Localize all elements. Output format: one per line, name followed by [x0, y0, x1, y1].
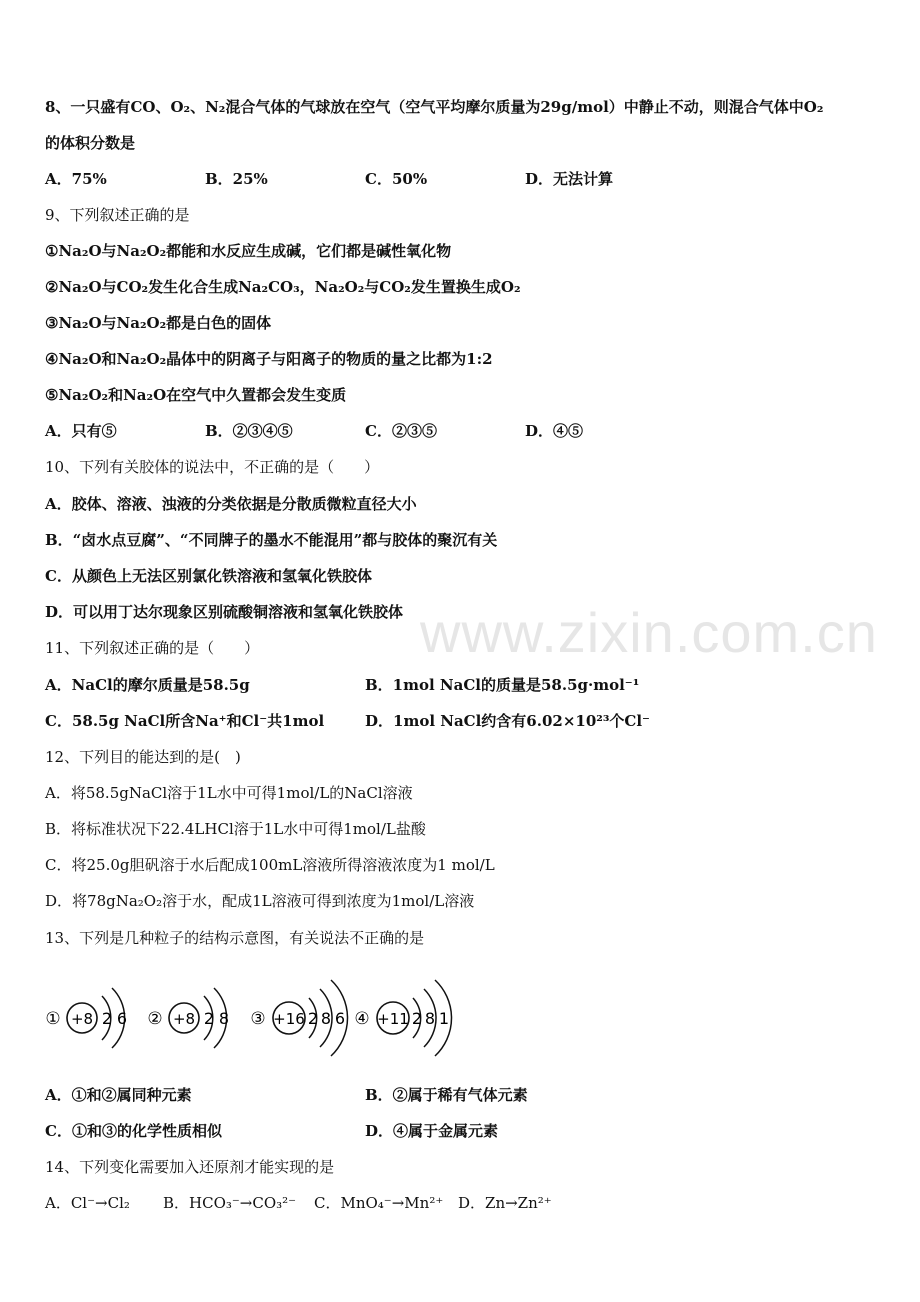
q9-statement-4: ④Na₂O和Na₂O₂晶体中的阴离子与阳离子的物质的量之比都为1:2: [45, 350, 493, 368]
atom-3-nucleus: +16: [273, 1010, 305, 1028]
q9-statement-3: ③Na₂O与Na₂O₂都是白色的固体: [45, 314, 272, 332]
atom-diagram-3: [249, 972, 353, 1064]
q14-stem: 14、下列变化需要加入还原剂才能实现的是: [45, 1158, 335, 1176]
atom-4-shell-1: 2: [411, 1009, 423, 1028]
q9-option-d: D．④⑤: [525, 422, 584, 440]
q9-option-b: B．②③④⑤: [205, 422, 293, 440]
q13-option-b: B．②属于稀有气体元素: [365, 1086, 528, 1104]
atom-2-shell-1: 2: [203, 1009, 215, 1028]
q14-option-d: D．Zn→Zn²⁺: [458, 1194, 552, 1212]
watermark: www.zixin.com.cn: [420, 601, 878, 664]
atom-1-label: ①: [45, 1009, 61, 1029]
atom-1-nucleus: +8: [70, 1010, 94, 1028]
q10-stem: 10、下列有关胶体的说法中，不正确的是（ ）: [45, 458, 380, 476]
atom-3-label: ③: [250, 1009, 266, 1029]
atom-3-shell-2: 8: [320, 1009, 332, 1028]
atom-4-shell-3: 1: [438, 1009, 450, 1028]
atom-diagram-2: [146, 972, 242, 1064]
q12-stem: 12、下列目的能达到的是( ): [45, 748, 241, 766]
atom-diagram-1: [44, 972, 140, 1064]
atom-3-shell-3: 6: [334, 1009, 346, 1028]
q10-option-b: B．“卤水点豆腐”、“不同牌子的墨水不能混用”都与胶体的聚沉有关: [45, 531, 498, 549]
q11-option-c: C．58.5g NaCl所含Na⁺和Cl⁻共1mol: [45, 712, 325, 730]
q8-stem-line2: 的体积分数是: [45, 134, 136, 152]
q8-option-b: B．25%: [205, 170, 268, 188]
q8-stem-line1: 8、一只盛有CO、O₂、N₂混合气体的气球放在空气（空气平均摩尔质量为29g/mol）中静止不动，则混合气体中O₂: [45, 98, 824, 116]
q9-statement-2: ②Na₂O与CO₂发生化合生成Na₂CO₃，Na₂O₂与CO₂发生置换生成O₂: [45, 278, 521, 296]
atom-2-nucleus: +8: [172, 1010, 196, 1028]
atom-4-nucleus: +11: [377, 1010, 409, 1028]
atom-diagram-4: [353, 972, 457, 1064]
q9-stem: 9、下列叙述正确的是: [45, 206, 190, 224]
q13-option-c: C．①和③的化学性质相似: [45, 1122, 222, 1140]
q10-option-d: D．可以用丁达尔现象区别硫酸铜溶液和氢氧化铁胶体: [45, 603, 404, 621]
atom-2-shell-2: 8: [218, 1009, 230, 1028]
atom-4-label: ④: [354, 1009, 370, 1029]
q10-option-a: A．胶体、溶液、浊液的分类依据是分散质微粒直径大小: [45, 495, 417, 513]
q8-option-c: C．50%: [365, 170, 428, 188]
q14-option-a: A．Cl⁻→Cl₂: [45, 1194, 130, 1212]
q8-option-d: D．无法计算: [525, 170, 614, 188]
q9-option-a: A．只有⑤: [45, 422, 117, 440]
q9-option-c: C．②③⑤: [365, 422, 437, 440]
q13-option-a: A．①和②属同种元素: [45, 1086, 192, 1104]
q12-option-b: B．将标准状况下22.4LHCl溶于1L水中可得1mol/L盐酸: [45, 820, 426, 838]
q11-option-b: B．1mol NaCl的质量是58.5g·mol⁻¹: [365, 676, 640, 694]
atom-4-shell-2: 8: [424, 1009, 436, 1028]
atom-1-shell-1: 2: [101, 1009, 113, 1028]
q13-option-d: D．④属于金属元素: [365, 1122, 499, 1140]
q11-stem: 11、下列叙述正确的是（ ）: [45, 639, 260, 657]
atom-3-shell-1: 2: [307, 1009, 319, 1028]
q14-option-c: C．MnO₄⁻→Mn²⁺: [314, 1194, 444, 1212]
q9-statement-1: ①Na₂O与Na₂O₂都能和水反应生成碱，它们都是碱性氧化物: [45, 242, 452, 260]
q11-option-a: A．NaCl的摩尔质量是58.5g: [45, 676, 250, 694]
atom-1-shell-2: 6: [116, 1009, 128, 1028]
q14-option-b: B．HCO₃⁻→CO₃²⁻: [163, 1194, 297, 1212]
q8-option-a: A．75%: [45, 170, 107, 188]
atom-2-label: ②: [147, 1009, 163, 1029]
q12-option-a: A．将58.5gNaCl溶于1L水中可得1mol/L的NaCl溶液: [45, 784, 413, 802]
q12-option-d: D．将78gNa₂O₂溶于水，配成1L溶液可得到浓度为1mol/L溶液: [45, 892, 475, 910]
q10-option-c: C．从颜色上无法区别氯化铁溶液和氢氧化铁胶体: [45, 567, 372, 585]
q11-option-d: D．1mol NaCl约含有6.02×10²³个Cl⁻: [365, 712, 650, 730]
q13-stem: 13、下列是几种粒子的结构示意图，有关说法不正确的是: [45, 929, 425, 947]
q9-statement-5: ⑤Na₂O₂和Na₂O在空气中久置都会发生变质: [45, 386, 347, 404]
q12-option-c: C．将25.0g胆矾溶于水后配成100mL溶液所得溶液浓度为1 mol/L: [45, 856, 495, 874]
